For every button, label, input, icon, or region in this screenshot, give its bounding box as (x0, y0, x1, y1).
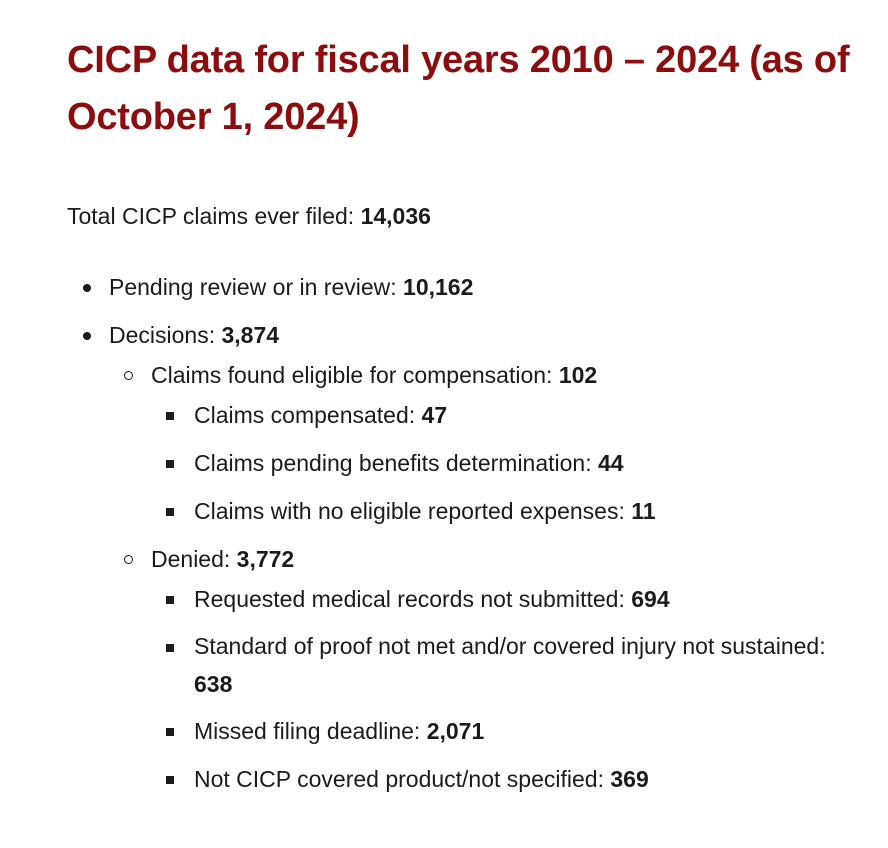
list-item (166, 491, 870, 531)
item-value: 47 (421, 402, 448, 428)
eligible-sublist (151, 395, 870, 531)
page-content (67, 32, 867, 792)
eligible-label: Claims found eligible for compensation: (151, 362, 553, 388)
item-value: 369 (610, 766, 649, 792)
item-label: Claims compensated: (194, 402, 416, 428)
total-claims (67, 200, 431, 232)
decisions-value: 3,874 (221, 322, 280, 348)
page-title: CICP data for fiscal years 2010 – 2024 (as of October 1, 2024) (67, 39, 850, 138)
total-claims-value: 14,036 (360, 203, 431, 229)
pending-value: 10,162 (403, 274, 474, 300)
list-item (166, 759, 870, 799)
item-value: 694 (631, 586, 670, 612)
list-item-denied (122, 539, 870, 799)
item-value: 44 (598, 450, 624, 476)
list-item-eligible (122, 355, 870, 531)
list-item (166, 579, 870, 619)
item-value: 11 (631, 498, 656, 524)
item-value: 638 (194, 671, 233, 697)
decisions-sublist (109, 355, 870, 799)
claims-list (80, 267, 870, 807)
eligible-value: 102 (558, 362, 598, 388)
item-label: Requested medical records not submitted: (194, 586, 625, 612)
list-item (166, 395, 870, 435)
item-label: Standard of proof not met and/or covered injury not sustained: (194, 633, 826, 659)
list-item (166, 627, 834, 703)
item-value: 2,071 (426, 718, 485, 744)
list-item-decisions (80, 315, 870, 799)
item-label: Not CICP covered product/not specified: (194, 766, 604, 792)
item-label: Missed filing deadline: (194, 718, 421, 744)
item-label: Claims with no eligible reported expenses: (194, 498, 625, 524)
decisions-label: Decisions: (109, 322, 216, 348)
denied-value: 3,772 (236, 546, 295, 572)
list-item (166, 443, 870, 483)
item-label: Claims pending benefits determination: (194, 450, 592, 476)
denied-sublist (151, 579, 870, 799)
list-item (166, 711, 870, 751)
list-item-pending (80, 267, 870, 307)
pending-label: Pending review or in review: (109, 274, 397, 300)
total-claims-label: Total CICP claims ever filed: (67, 203, 355, 229)
denied-label: Denied: (151, 546, 231, 572)
